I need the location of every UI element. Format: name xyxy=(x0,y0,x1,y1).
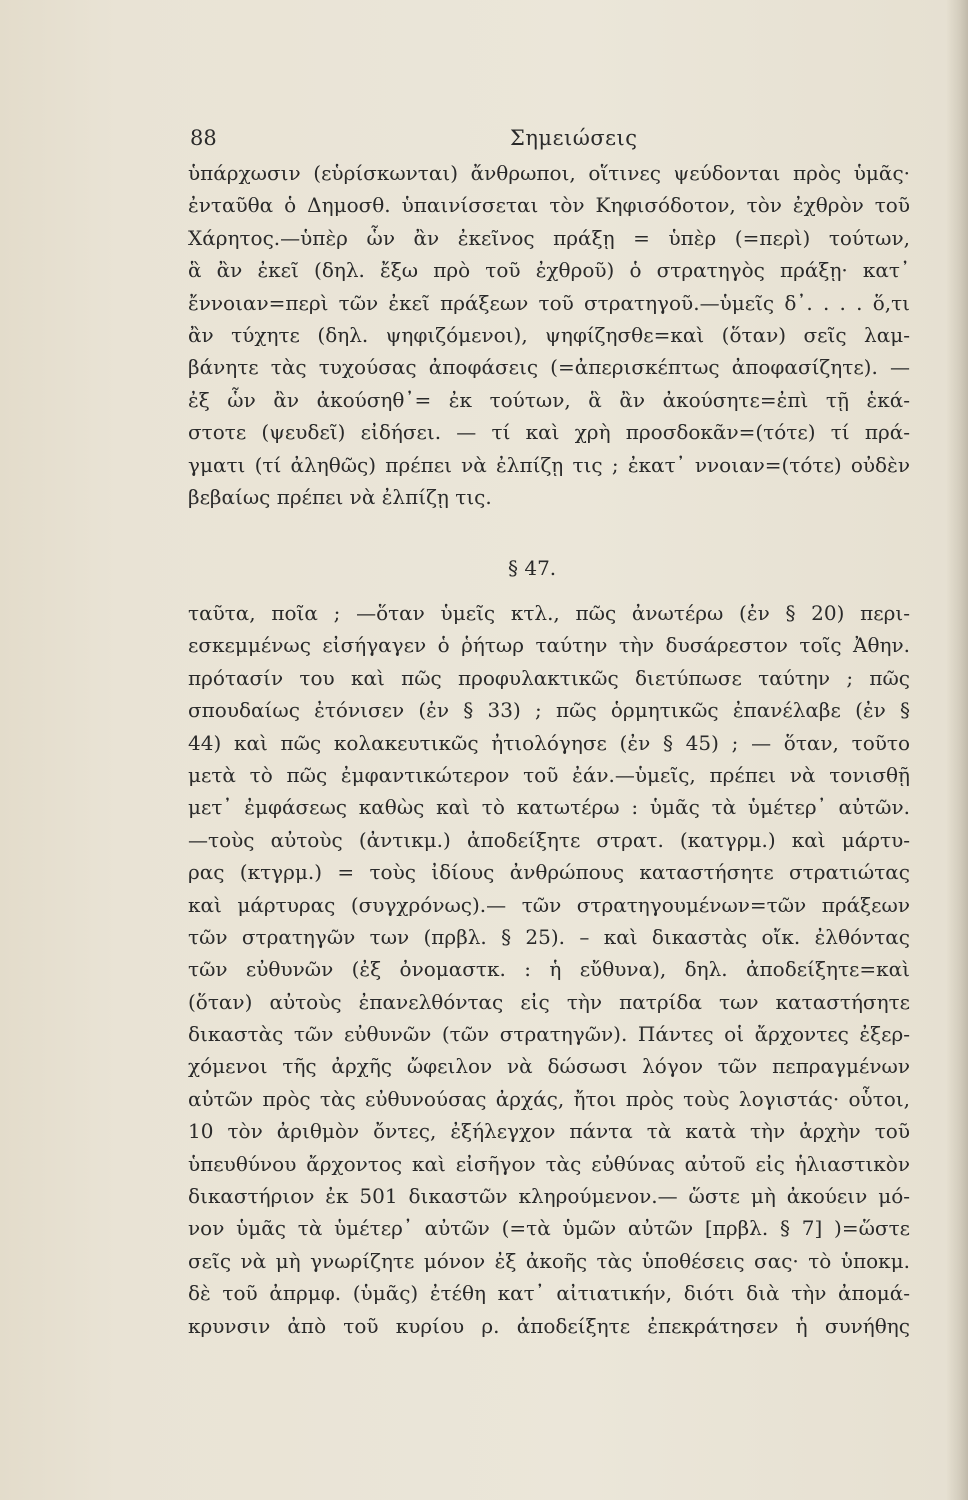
text-line: γματι (τί ἀληθῶς) πρέπει νὰ ἐλπίζῃ τις ; ἐκατ᾽ ννοιαν=(τότε) οὐδὲν xyxy=(188,452,910,477)
text-line: ὑπάρχωσιν (εὑρίσκωνται) ἄνθρωποι, οἵτινες ψεύδονται πρὸς ὑμᾶς· xyxy=(188,161,910,185)
text-line: δὲ τοῦ ἀπρμφ. (ὑμᾶς) ἐτέθη κατ᾽ αἰτιατικήν, διότι διὰ τὴν ἀπομά- xyxy=(188,1281,910,1306)
paragraph-notes-47 xyxy=(188,597,910,1342)
text-line: ὑπευθύνου ἄρχοντος καὶ εἰσῆγον τὰς εὐθύνας αὐτοῦ εἰς ἡλιαστικὸν xyxy=(188,1151,910,1176)
text-line: 44) καὶ πῶς κολακευτικῶς ἠτιολόγησε (ἐν § 45) ; — ὅταν, τοῦτο xyxy=(188,730,910,755)
text-line: πρότασίν του καὶ πῶς προφυλακτικῶς διετύπωσε ταύτην ; πῶς xyxy=(188,665,910,690)
text-line: ταῦτα, ποῖα ; —ὅταν ὑμεῖς κτλ., πῶς ἀνωτέρω (ἐν § 20) περι- xyxy=(188,601,910,625)
text-line: —τοὺς αὐτοὺς (ἀντικμ.) ἀποδείξητε στρατ. (κατγρμ.) καὶ μάρτυ- xyxy=(188,827,910,852)
text-line: 10 τὸν ἀριθμὸν ὄντες, ἐξήλεγχον πάντα τὰ κατὰ τὴν ἀρχὴν τοῦ xyxy=(188,1119,910,1144)
text-line: τῶν εὐθυνῶν (ἐξ ὀνομαστκ. : ἡ εὔθυνα), δηλ. ἀποδείξητε=καὶ xyxy=(188,957,910,982)
text-line: τῶν στρατηγῶν των (πρβλ. § 25). – καὶ δικαστὰς οἴκ. ἐλθόντας xyxy=(188,924,910,949)
text-line: σπουδαίως ἐτόνισεν (ἐν § 33) ; πῶς ὁρμητικῶς ἐπανέλαβε (ἐν § xyxy=(188,698,910,723)
text-line: ἃ ἂν ἐκεῖ (δηλ. ἔξω πρὸ τοῦ ἐχθροῦ) ὁ στρατηγὸς πράξῃ· κατ᾽ xyxy=(188,258,910,283)
text-line: μετὰ τὸ πῶς ἐμφαντικώτερον τοῦ ἐάν.—ὑμεῖς, πρέπει νὰ τονισθῇ xyxy=(188,762,910,787)
text-line: βάνητε τὰς τυχούσας ἀποφάσεις (=ἀπερισκέπτως ἀποφασίζητε). — xyxy=(188,355,910,380)
text-line: ρας (κτγρμ.) = τοὺς ἰδίους ἀνθρώπους καταστήσητε στρατιώτας xyxy=(188,860,910,885)
page-number: 88 xyxy=(190,126,217,150)
text-line: ἔννοιαν=περὶ τῶν ἐκεῖ πράξεων τοῦ στρατηγοῦ.—ὑμεῖς δ᾽. . . . ὅ,τι xyxy=(188,290,910,315)
running-head: Σημειώσεις xyxy=(510,126,638,150)
paragraph-notes-46 xyxy=(188,157,910,513)
text-line: Χάρητος.—ὑπὲρ ὧν ἂν ἐκεῖνος πράξῃ = ὑπὲρ (=περὶ) τούτων, xyxy=(188,225,910,250)
text-line: χόμενοι τῆς ἀρχῆς ὤφειλον νὰ δώσωσι λόγον τῶν πεπραγμένων xyxy=(188,1054,910,1079)
text-line: ἐνταῦθα ὁ Δημοσθ. ὑπαινίσσεται τὸν Κηφισόδοτον, τὸν ἐχθρὸν τοῦ xyxy=(188,193,910,218)
text-line: νον ὑμᾶς τὰ ὑμέτερ᾽ αὐτῶν (=τὰ ὑμῶν αὐτῶν [πρβλ. § 7] )=ὥστε xyxy=(188,1216,910,1241)
text-line: (ὅταν) αὐτοὺς ἐπανελθόντας εἰς τὴν πατρίδα των καταστήσητε xyxy=(188,989,910,1014)
text-line: δικαστήριον ἐκ 501 δικαστῶν κληρούμενον.— ὥστε μὴ ἀκούειν μό- xyxy=(188,1184,910,1209)
text-line: εσκεμμένως εἰσήγαγεν ὁ ῥήτωρ ταύτην τὴν δυσάρεστον τοῖς Ἀθην. xyxy=(188,633,910,658)
text-line: δικαστὰς τῶν εὐθυνῶν (τῶν στρατηγῶν). Πάντες οἱ ἄρχοντες ἐξερ- xyxy=(188,1022,910,1047)
text-line: βεβαίως πρέπει νὰ ἐλπίζῃ τις. xyxy=(188,484,492,509)
text-line: ἂν τύχητε (δηλ. ψηφιζόμενοι), ψηφίζησθε=καὶ (ὅταν) σεῖς λαμ- xyxy=(188,322,910,347)
text-line: στοτε (ψευδεῖ) εἰδήσει. — τί καὶ χρὴ προσδοκᾶν=(τότε) τί πρά- xyxy=(188,420,910,445)
page-header xyxy=(190,126,910,158)
text-line: κρυνσιν ἀπὸ τοῦ κυρίου ρ. ἀποδείξητε ἐπεκράτησεν ἡ συνήθης xyxy=(188,1313,910,1338)
text-line: σεῖς νὰ μὴ γνωρίζητε μόνον ἐξ ἀκοῆς τὰς ὑποθέσεις σας· τὸ ὑποκμ. xyxy=(188,1248,910,1273)
page-edge-shadow xyxy=(946,0,968,1500)
text-line: αὐτῶν πρὸς τὰς εὐθυνούσας ἀρχάς, ἤτοι πρὸς τοὺς λογιστάς· οὗτοι, xyxy=(188,1086,910,1111)
text-line: μετ᾽ ἐμφάσεως καθὼς καὶ τὸ κατωτέρω : ὑμᾶς τὰ ὑμέτερ᾽ αὐτῶν. xyxy=(188,795,910,820)
section-heading: § 47. xyxy=(508,556,557,580)
text-line: ἐξ ὧν ἂν ἀκούσηθ᾽= ἐκ τούτων, ἃ ἂν ἀκούσητε=ἐπὶ τῇ ἑκά- xyxy=(188,387,910,412)
text-line: καὶ μάρτυρας (συγχρόνως).— τῶν στρατηγουμένων=τῶν πράξεων xyxy=(188,892,910,917)
